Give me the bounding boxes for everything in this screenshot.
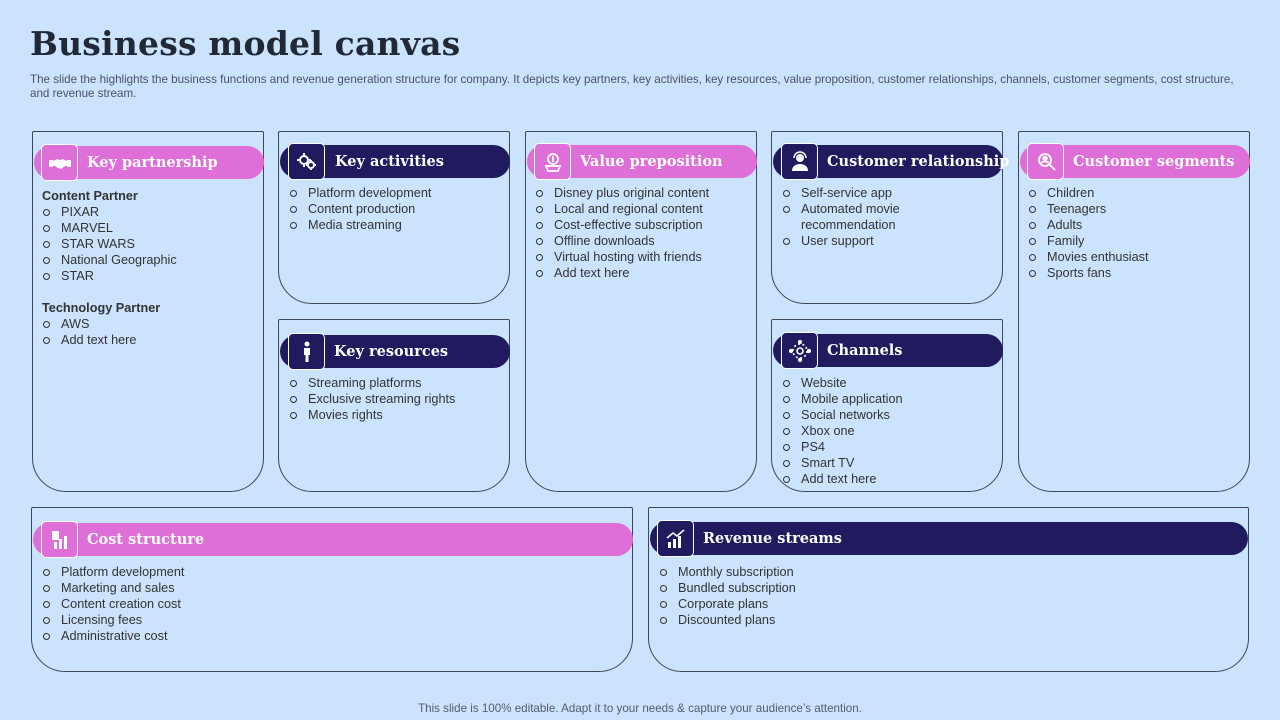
audience-search-icon	[1027, 143, 1064, 180]
list-item: Licensing fees	[42, 612, 184, 628]
list-item: Content creation cost	[42, 596, 184, 612]
list-item: Media streaming	[289, 217, 431, 233]
list-item: STAR	[42, 268, 257, 284]
list-item: Discounted plans	[659, 612, 796, 628]
page-subtitle: The slide the highlights the business functions and revenue generation structure for company. It depicts key partners, key activities, key resources, value proposition, customer relationships, channels, customer segments, cost structure, and revenue stream.	[30, 73, 1234, 100]
gift-icon	[534, 143, 571, 180]
channels-list	[782, 375, 903, 487]
list-item: Content production	[289, 201, 431, 217]
list-item: Adults	[1028, 217, 1149, 233]
support-icon	[781, 143, 818, 180]
list-item: Family	[1028, 233, 1149, 249]
page-title: Business model canvas	[30, 24, 461, 63]
list-item: Virtual hosting with friends	[535, 249, 709, 265]
value-preposition-list	[535, 185, 709, 281]
list-item: Platform development	[42, 564, 184, 580]
list-item: Teenagers	[1028, 201, 1149, 217]
customer-relationship-title: Customer relationship	[827, 153, 1010, 170]
list-item: Corporate plans	[659, 596, 796, 612]
revenue-streams-list	[659, 564, 796, 628]
revenue-streams-header	[650, 522, 1248, 555]
list-item: Monthly subscription	[659, 564, 796, 580]
list-item: Movies enthusiast	[1028, 249, 1149, 265]
key-partnership-content	[42, 188, 257, 348]
key-resources-title: Key resources	[334, 343, 449, 360]
list-item: Local and regional content	[535, 201, 709, 217]
key-partnership-title: Key partnership	[87, 154, 218, 171]
list-item: Mobile application	[782, 391, 903, 407]
handshake-icon	[41, 144, 78, 181]
list-item: Xbox one	[782, 423, 903, 439]
list-item: Marketing and sales	[42, 580, 184, 596]
list-item: Bundled subscription	[659, 580, 796, 596]
person-icon	[288, 333, 325, 370]
footer-note: This slide is 100% editable. Adapt it to your needs & capture your audience’s attention.	[418, 702, 862, 715]
key-activities-title: Key activities	[335, 153, 444, 170]
list-item: Exclusive streaming rights	[289, 391, 455, 407]
list-item: Add text here	[42, 332, 257, 348]
list-item: Cost-effective subscription	[535, 217, 709, 233]
list-item: STAR WARS	[42, 236, 257, 252]
list-item: Website	[782, 375, 903, 391]
key-resources-list	[289, 375, 455, 423]
list-item: PS4	[782, 439, 903, 455]
list-item: Movies rights	[289, 407, 455, 423]
list-item: Automated movie recommendation	[782, 201, 922, 233]
revenue-streams-title: Revenue streams	[703, 530, 842, 547]
network-icon	[781, 332, 818, 369]
cost-calculator-icon	[41, 521, 78, 558]
list-item: User support	[782, 233, 997, 249]
list-item: Disney plus original content	[535, 185, 709, 201]
cost-structure-header	[33, 523, 633, 556]
list-item: Children	[1028, 185, 1149, 201]
list-item: MARVEL	[42, 220, 257, 236]
key-activities-list	[289, 185, 431, 233]
value-preposition-title: Value preposition	[580, 153, 723, 170]
content-partner-heading: Content Partner	[42, 189, 138, 203]
list-item: Add text here	[782, 471, 903, 487]
technology-partner-list	[42, 316, 257, 348]
technology-partner-heading: Technology Partner	[42, 301, 161, 315]
gears-icon	[288, 143, 325, 180]
list-item: Administrative cost	[42, 628, 184, 644]
list-item: Streaming platforms	[289, 375, 455, 391]
list-item: Sports fans	[1028, 265, 1149, 281]
list-item: Social networks	[782, 407, 903, 423]
list-item: Offline downloads	[535, 233, 709, 249]
cost-structure-list	[42, 564, 184, 644]
list-item: Self-service app	[782, 185, 997, 201]
list-item: National Geographic	[42, 252, 257, 268]
list-item: Add text here	[535, 265, 709, 281]
cost-structure-title: Cost structure	[87, 531, 205, 548]
list-item: AWS	[42, 316, 257, 332]
customer-segments-title: Customer segments	[1073, 153, 1235, 170]
list-item: Smart TV	[782, 455, 903, 471]
customer-relationship-list	[782, 185, 997, 249]
revenue-chart-icon	[657, 520, 694, 557]
customer-segments-list	[1028, 185, 1149, 281]
content-partner-list	[42, 204, 257, 284]
list-item: Platform development	[289, 185, 431, 201]
channels-title: Channels	[827, 342, 903, 359]
list-item: PIXAR	[42, 204, 257, 220]
